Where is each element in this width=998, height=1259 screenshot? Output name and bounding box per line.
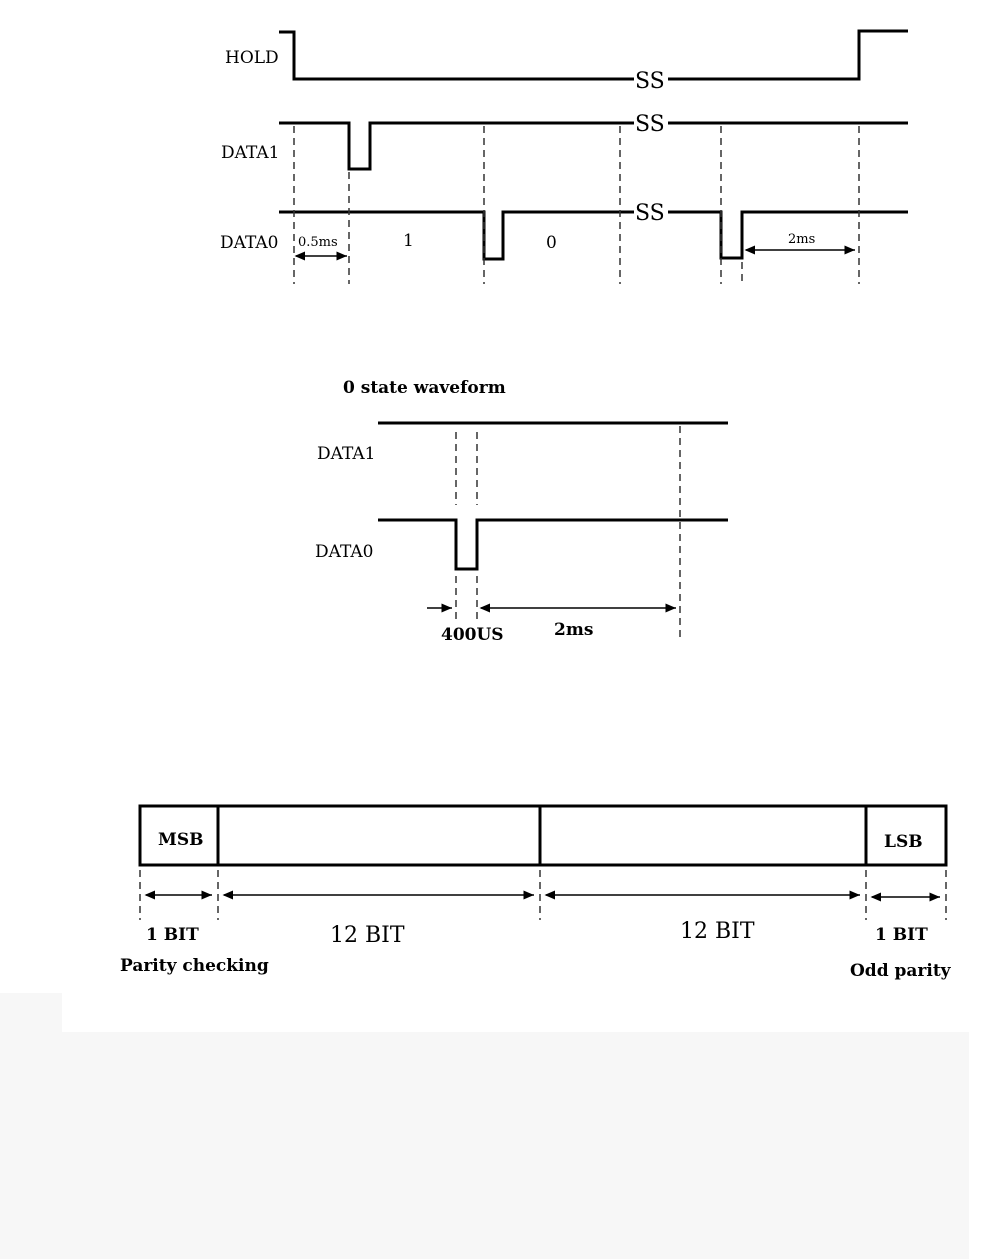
hold-waveform (279, 31, 908, 79)
frame-box (140, 806, 946, 865)
block2-width-label: 12 BIT (680, 919, 755, 944)
signal-label-data1: DATA1 (317, 444, 376, 464)
lsb-cell: LSB (884, 832, 923, 852)
signal-label-data0: DATA0 (315, 542, 374, 562)
zero-state-diagram (315, 378, 728, 645)
signal-label-data1: DATA1 (221, 143, 280, 163)
interval-label: 0.5ms (298, 235, 338, 250)
empty-panel (0, 993, 998, 1259)
pulse-label: 400US (441, 625, 504, 645)
odd-parity-caption: Odd parity (850, 961, 951, 981)
lsb-width-label: 1 BIT (875, 925, 928, 945)
signal-label-data0: DATA0 (220, 233, 279, 253)
msb-width-label: 1 BIT (146, 925, 199, 945)
msb-cell: MSB (158, 830, 204, 850)
ss-break-data0: SS (635, 201, 665, 226)
gap-label: 2ms (554, 620, 594, 640)
data1-waveform (279, 123, 908, 169)
bit-zero-label: 0 (546, 233, 557, 253)
ss-break-data1: SS (635, 112, 665, 137)
zero-data0-waveform (378, 520, 728, 569)
gap-label: 2ms (788, 232, 816, 247)
zero-state-title: 0 state waveform (343, 378, 506, 398)
frame-format (120, 806, 952, 981)
parity-checking-caption: Parity checking (120, 956, 269, 976)
signal-label-hold: HOLD (225, 48, 279, 68)
bit-one-label: 1 (403, 231, 414, 251)
block1-width-label: 12 BIT (330, 923, 405, 948)
timing-diagram (220, 31, 908, 284)
ss-break-hold: SS (635, 69, 665, 94)
